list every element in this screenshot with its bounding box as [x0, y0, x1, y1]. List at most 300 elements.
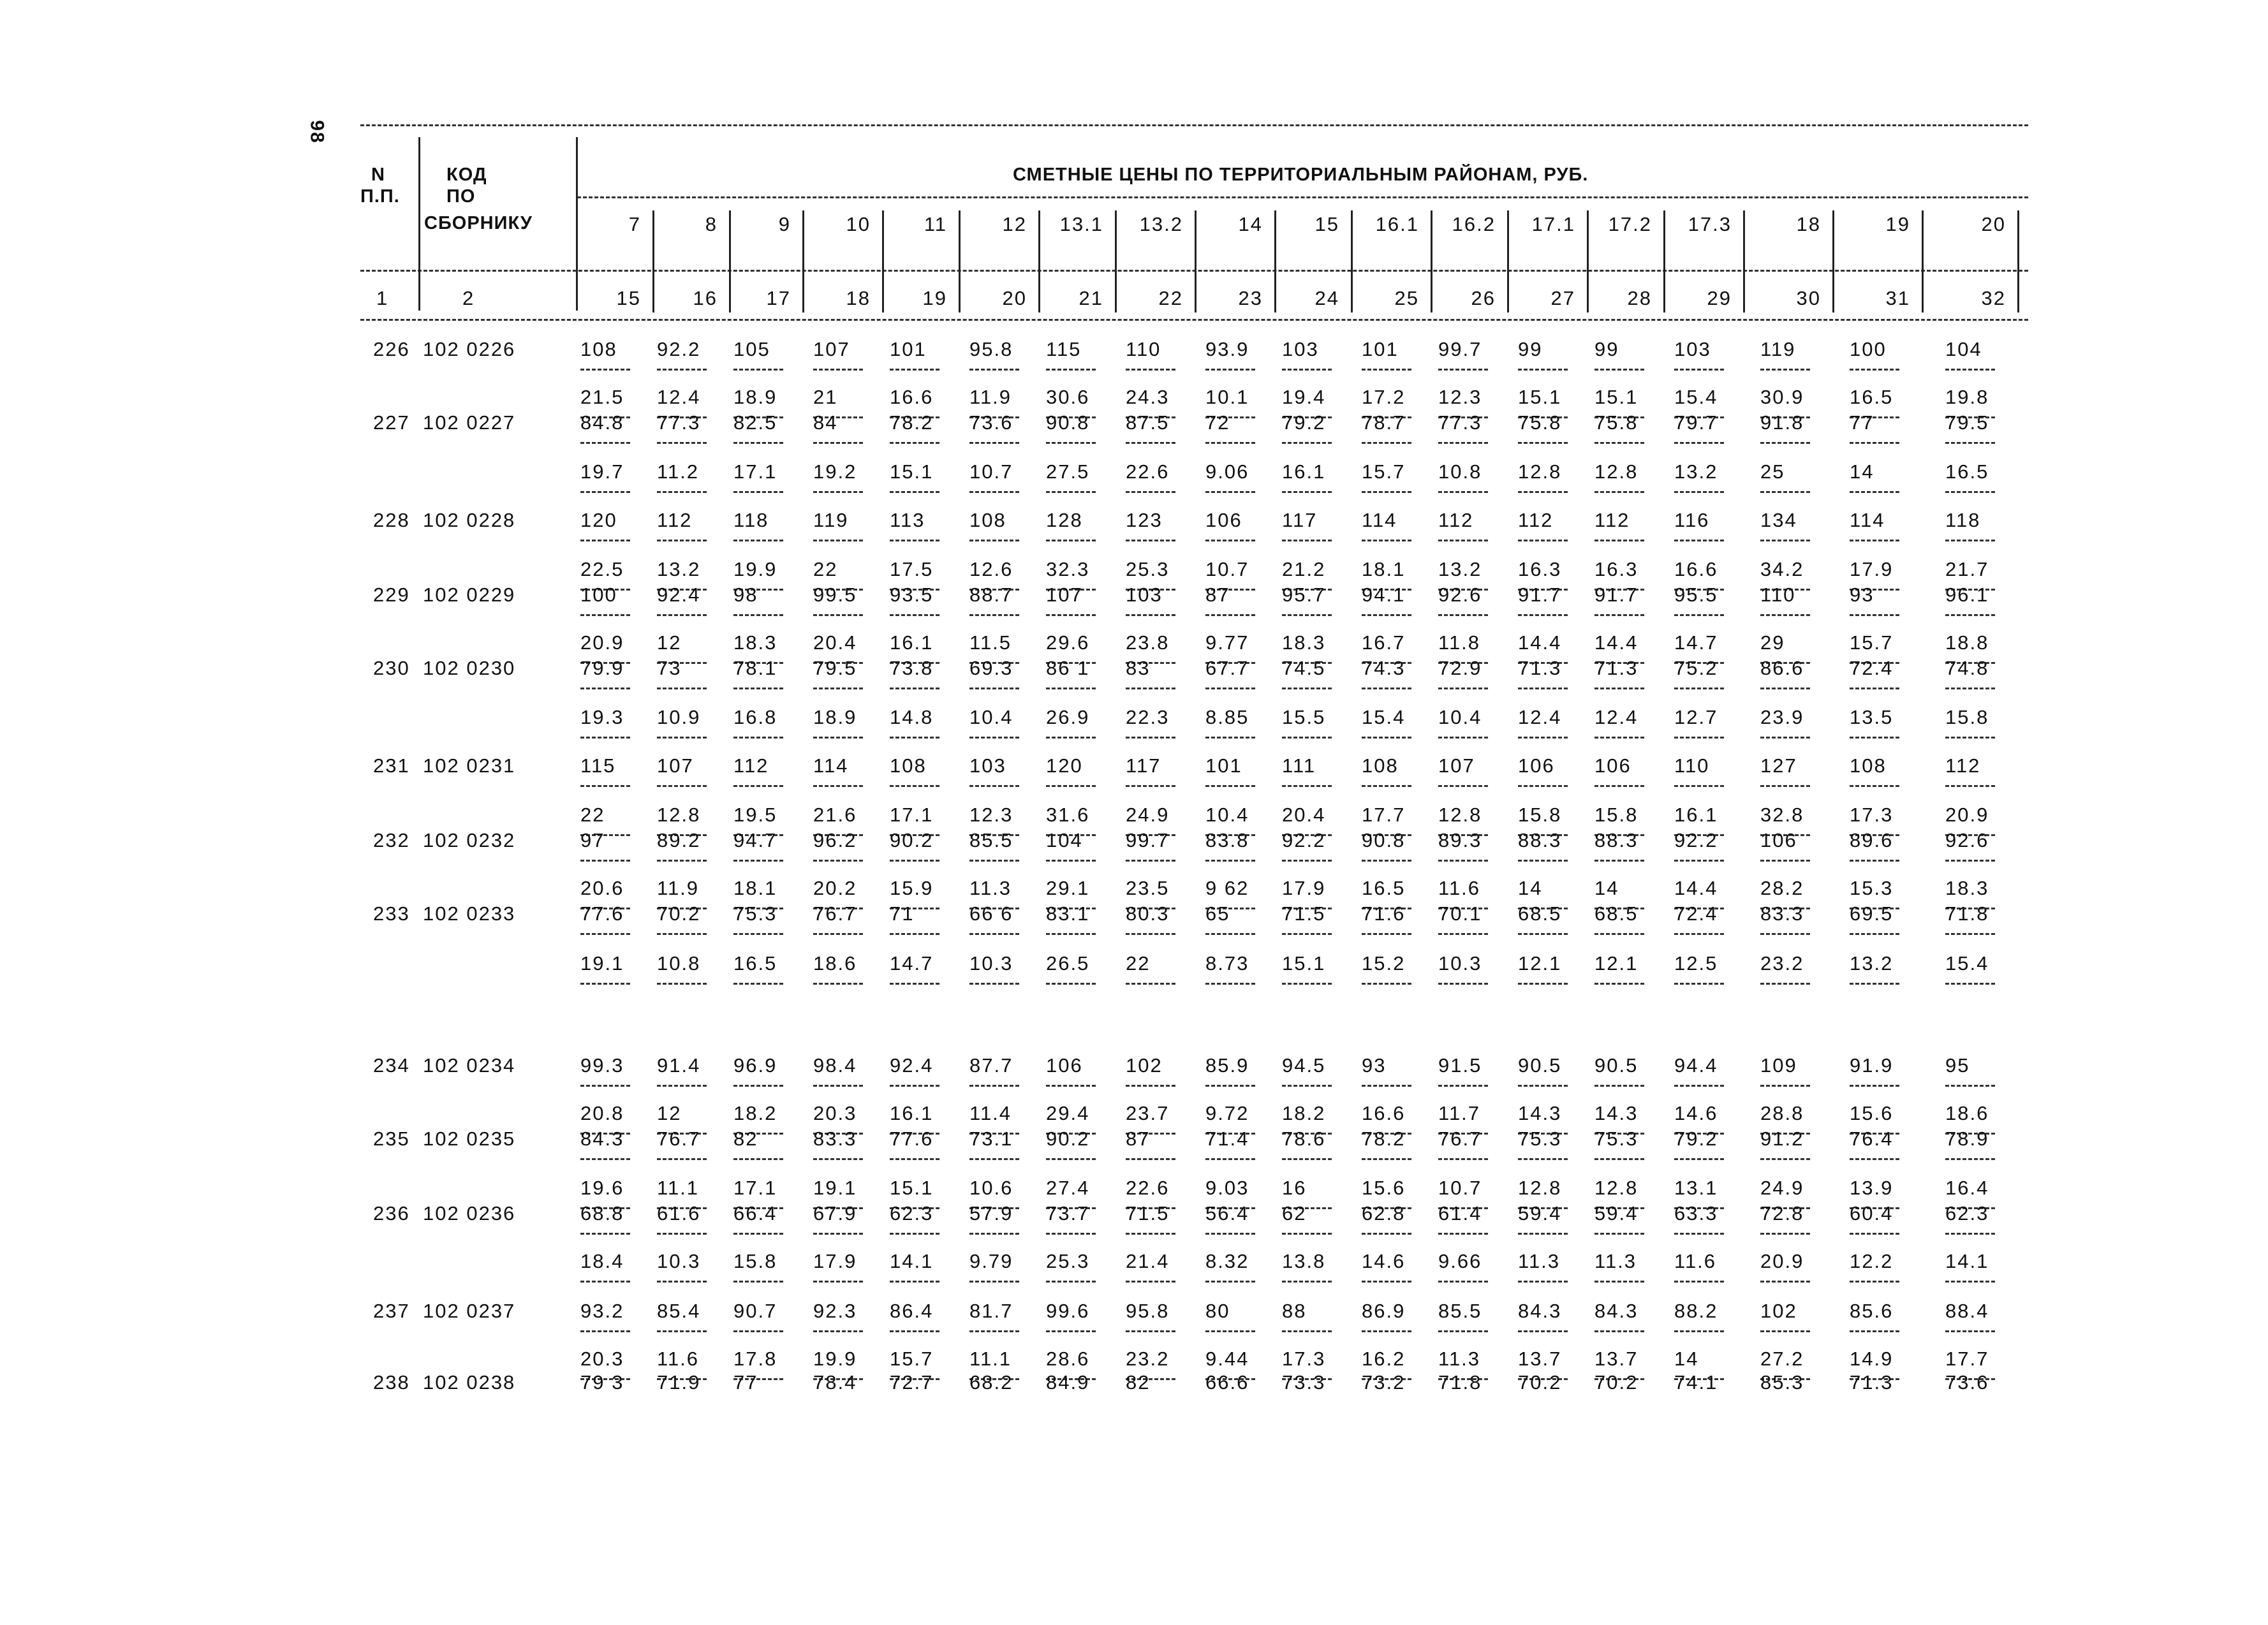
price-cell: 18.1: [733, 877, 777, 899]
fraction-bar: [969, 491, 1019, 493]
header-bottom-rule: [360, 319, 2028, 321]
fraction-bar: [1518, 540, 1568, 541]
fraction-bar: [1760, 688, 1810, 689]
price-cell: 85.9: [1205, 1054, 1249, 1077]
fraction-bar: [1362, 491, 1411, 493]
header-code-1: КОД: [446, 165, 487, 185]
header-code-2: ПО: [446, 186, 476, 207]
row-code: 102 0234: [423, 1054, 516, 1077]
fraction-bar: [1945, 737, 1995, 739]
price-cell: 79.5: [1945, 411, 1989, 434]
price-cell: 30.6: [1046, 386, 1090, 408]
region-header-cell: 12: [1002, 213, 1027, 235]
fraction-bar: [657, 688, 707, 689]
fraction-bar: [1945, 1281, 1995, 1283]
price-cell: 23.7: [1126, 1102, 1170, 1124]
index-cell: 25: [1394, 287, 1419, 309]
price-cell: 9.79: [969, 1250, 1013, 1272]
fraction-bar: [890, 1085, 939, 1087]
price-cell: 104: [1046, 829, 1083, 851]
fraction-bar: [733, 1158, 783, 1160]
price-cell: 12.3: [1438, 386, 1482, 408]
fraction-bar: [733, 442, 783, 444]
price-cell: 21.2: [1282, 558, 1326, 580]
price-cell: 70.1: [1438, 902, 1482, 925]
row-code: 102 0229: [423, 584, 516, 606]
price-cell: 71.4: [1205, 1128, 1249, 1150]
header-code-3: СБОРНИКУ: [424, 213, 533, 233]
region-header-cell: 14: [1238, 213, 1263, 235]
price-cell: 76.4: [1850, 1128, 1894, 1150]
fraction-bar: [1282, 785, 1332, 787]
price-cell: 12.4: [1518, 706, 1562, 728]
row-np: 235: [373, 1128, 410, 1150]
fraction-bar: [1362, 785, 1411, 787]
price-cell: 89.2: [657, 829, 701, 851]
row-code: 102 0232: [423, 829, 516, 851]
price-cell: 93.2: [580, 1300, 624, 1322]
price-cell: 16: [1282, 1177, 1307, 1199]
fraction-bar: [969, 369, 1019, 371]
price-cell: 11.3: [1594, 1250, 1637, 1272]
price-cell: 16.5: [1945, 460, 1989, 483]
price-cell: 11.3: [1518, 1250, 1561, 1272]
price-cell: 21: [813, 386, 838, 408]
fraction-bar: [1205, 933, 1255, 935]
price-cell: 99.7: [1126, 829, 1170, 851]
fraction-bar: [1438, 983, 1488, 985]
fraction-bar: [1438, 933, 1488, 935]
price-cell: 68.5: [1518, 902, 1562, 925]
price-cell: 21.5: [580, 386, 624, 408]
fraction-bar: [580, 688, 630, 689]
price-cell: 16.6: [890, 386, 934, 408]
fraction-bar: [1126, 1233, 1175, 1235]
price-cell: 65: [1205, 902, 1230, 925]
price-cell: 76.7: [813, 902, 857, 925]
fraction-bar: [1674, 1158, 1724, 1160]
price-cell: 108: [969, 509, 1006, 531]
price-cell: 71.5: [1126, 1202, 1170, 1224]
price-cell: 10.7: [1438, 1177, 1482, 1199]
price-cell: 127: [1760, 754, 1797, 777]
fraction-bar: [580, 1085, 630, 1087]
price-cell: 116: [1674, 509, 1710, 531]
price-cell: 22: [580, 804, 605, 826]
price-cell: 90.5: [1594, 1054, 1638, 1077]
price-cell: 20.3: [813, 1102, 857, 1124]
fraction-bar: [1760, 933, 1810, 935]
fraction-bar: [1518, 688, 1568, 689]
fraction-bar: [1126, 1281, 1175, 1283]
fraction-bar: [1362, 1158, 1411, 1160]
row-code: 102 0227: [423, 411, 516, 434]
fraction-bar: [969, 983, 1019, 985]
price-cell: 68.8: [580, 1202, 624, 1224]
price-cell: 99.7: [1438, 338, 1482, 360]
price-cell: 113: [890, 509, 925, 531]
fraction-bar: [657, 785, 707, 787]
index-col-1: 1: [376, 287, 389, 309]
price-cell: 92.6: [1945, 829, 1989, 851]
price-cell: 9.06: [1205, 460, 1249, 483]
region-separator: [1743, 210, 1745, 312]
price-cell: 19.4: [1282, 386, 1326, 408]
region-header-cell: 9: [778, 213, 791, 235]
price-cell: 83.3: [813, 1128, 857, 1150]
fraction-bar: [1674, 983, 1724, 985]
fraction-bar: [1674, 1281, 1724, 1283]
price-cell: 74.5: [1282, 657, 1326, 679]
price-cell: 18.9: [813, 706, 857, 728]
fraction-bar: [1438, 369, 1488, 371]
fraction-bar: [890, 737, 939, 739]
fraction-bar: [1945, 442, 1995, 444]
fraction-bar: [657, 1233, 707, 1235]
fraction-bar: [1282, 540, 1332, 541]
price-cell: 13.8: [1282, 1250, 1326, 1272]
price-cell: 91.9: [1850, 1054, 1894, 1077]
price-cell: 88.4: [1945, 1300, 1989, 1322]
price-cell: 106: [1760, 829, 1797, 851]
price-cell: 62.3: [1945, 1202, 1989, 1224]
region-header-cell: 16.1: [1375, 213, 1419, 235]
fraction-bar: [1760, 860, 1810, 862]
index-cell: 31: [1885, 287, 1910, 309]
price-cell: 8.85: [1205, 706, 1249, 728]
fraction-bar: [1760, 983, 1810, 985]
price-cell: 14.9: [1850, 1348, 1894, 1370]
fraction-bar: [1594, 1158, 1644, 1160]
index-cell: 23: [1238, 287, 1263, 309]
fraction-bar: [1046, 614, 1096, 616]
index-cell: 29: [1707, 287, 1732, 309]
fraction-bar: [813, 1085, 863, 1087]
fraction-bar: [1126, 540, 1175, 541]
fraction-bar: [1362, 369, 1411, 371]
fraction-bar: [1518, 369, 1568, 371]
fraction-bar: [1438, 1233, 1488, 1235]
fraction-bar: [1945, 860, 1995, 862]
price-cell: 14.7: [890, 952, 934, 974]
fraction-bar: [580, 540, 630, 541]
header-mid-rule: [577, 196, 2028, 198]
price-cell: 78.1: [733, 657, 777, 679]
price-cell: 20.4: [813, 631, 857, 654]
fraction-bar: [1362, 983, 1411, 985]
fraction-bar: [1518, 785, 1568, 787]
fraction-bar: [1205, 785, 1255, 787]
price-cell: 88.3: [1594, 829, 1638, 851]
fraction-bar: [1362, 737, 1411, 739]
fraction-bar: [1850, 369, 1899, 371]
fraction-bar: [1282, 1233, 1332, 1235]
price-cell: 11.6: [1674, 1250, 1717, 1272]
price-cell: 107: [813, 338, 850, 360]
region-header-cell: 13.1: [1059, 213, 1103, 235]
price-cell: 118: [733, 509, 769, 531]
fraction-bar: [1594, 785, 1644, 787]
price-cell: 90.2: [1046, 1128, 1090, 1150]
fraction-bar: [733, 491, 783, 493]
index-cell: 21: [1079, 287, 1103, 309]
fraction-bar: [1282, 933, 1332, 935]
price-cell: 56.4: [1205, 1202, 1249, 1224]
fraction-bar: [1046, 860, 1096, 862]
price-cell: 75.3: [1594, 1128, 1638, 1150]
price-cell: 103: [1674, 338, 1711, 360]
fraction-bar: [1126, 737, 1175, 739]
price-cell: 23.2: [1126, 1348, 1170, 1370]
price-cell: 11.1: [969, 1348, 1012, 1370]
price-cell: 81.7: [969, 1300, 1013, 1322]
fraction-bar: [580, 1330, 630, 1332]
fraction-bar: [1594, 860, 1644, 862]
region-separator: [1922, 210, 1924, 312]
price-cell: 22: [1126, 952, 1151, 974]
fraction-bar: [1438, 1330, 1488, 1332]
fraction-bar: [1518, 1085, 1568, 1087]
price-cell: 112: [1594, 509, 1630, 531]
fraction-bar: [657, 1330, 707, 1332]
price-cell: 83.1: [1046, 902, 1090, 925]
price-cell: 84: [813, 411, 838, 434]
fraction-bar: [1205, 369, 1255, 371]
price-cell: 14.1: [890, 1250, 934, 1272]
fraction-bar: [890, 442, 939, 444]
price-cell: 9.03: [1205, 1177, 1249, 1199]
fraction-bar: [1282, 1158, 1332, 1160]
fraction-bar: [1205, 860, 1255, 862]
fraction-bar: [1945, 1330, 1995, 1332]
price-cell: 115: [1046, 338, 1082, 360]
price-cell: 74.1: [1674, 1371, 1718, 1393]
price-cell: 12.1: [1594, 952, 1638, 974]
price-cell: 14.6: [1362, 1250, 1406, 1272]
price-cell: 19.9: [733, 558, 777, 580]
region-separator: [1115, 210, 1117, 312]
price-cell: 22.6: [1126, 1177, 1170, 1199]
price-cell: 117: [1126, 754, 1161, 777]
fraction-bar: [1760, 1085, 1810, 1087]
price-cell: 15.1: [890, 460, 934, 483]
price-cell: 91.2: [1760, 1128, 1804, 1150]
region-header-cell: 18: [1796, 213, 1821, 235]
fraction-bar: [1594, 491, 1644, 493]
fraction-bar: [1850, 1330, 1899, 1332]
price-cell: 73.6: [969, 411, 1013, 434]
price-cell: 15.1: [1518, 386, 1562, 408]
fraction-bar: [1850, 540, 1899, 541]
price-cell: 72.7: [890, 1371, 934, 1393]
fraction-bar: [813, 983, 863, 985]
price-cell: 10.4: [1205, 804, 1249, 826]
price-cell: 16.1: [890, 1102, 934, 1124]
index-cell: 30: [1796, 287, 1821, 309]
fraction-bar: [1205, 614, 1255, 616]
price-cell: 71.9: [657, 1371, 701, 1393]
fraction-bar: [1126, 491, 1175, 493]
price-cell: 100: [1850, 338, 1887, 360]
price-cell: 22.5: [580, 558, 624, 580]
price-cell: 71.8: [1438, 1371, 1482, 1393]
fraction-bar: [1282, 1281, 1332, 1283]
price-cell: 73.6: [1945, 1371, 1989, 1393]
price-cell: 90.8: [1046, 411, 1090, 434]
fraction-bar: [1205, 1281, 1255, 1283]
price-cell: 28.2: [1760, 877, 1804, 899]
price-cell: 82: [733, 1128, 758, 1150]
price-cell: 80: [1205, 1300, 1230, 1322]
price-cell: 78.4: [813, 1371, 857, 1393]
fraction-bar: [733, 785, 783, 787]
fraction-bar: [1674, 614, 1724, 616]
price-cell: 14.3: [1518, 1102, 1562, 1124]
price-cell: 79.2: [1674, 1128, 1718, 1150]
fraction-bar: [580, 614, 630, 616]
fraction-bar: [1674, 737, 1724, 739]
price-cell: 17.2: [1362, 386, 1406, 408]
price-cell: 71.3: [1850, 1371, 1894, 1393]
fraction-bar: [1205, 442, 1255, 444]
index-cell: 15: [616, 287, 641, 309]
price-cell: 71.5: [1282, 902, 1326, 925]
fraction-bar: [1850, 860, 1899, 862]
price-cell: 17.3: [1282, 1348, 1326, 1370]
price-cell: 71.6: [1362, 902, 1406, 925]
fraction-bar: [1205, 1085, 1255, 1087]
fraction-bar: [1945, 540, 1995, 541]
row-np: 234: [373, 1054, 410, 1077]
price-cell: 17.1: [733, 1177, 777, 1199]
region-separator: [2017, 210, 2019, 312]
fraction-bar: [580, 1158, 630, 1160]
fraction-bar: [733, 369, 783, 371]
region-header-cell: 7: [628, 213, 641, 235]
price-cell: 16.5: [1850, 386, 1894, 408]
fraction-bar: [657, 491, 707, 493]
price-cell: 92.2: [1674, 829, 1718, 851]
price-cell: 86.4: [890, 1300, 934, 1322]
price-cell: 120: [580, 509, 617, 531]
fraction-bar: [969, 737, 1019, 739]
fraction-bar: [1850, 1158, 1899, 1160]
price-cell: 86 1: [1046, 657, 1090, 679]
price-cell: 112: [1945, 754, 1981, 777]
price-cell: 85.3: [1760, 1371, 1804, 1393]
fraction-bar: [1282, 983, 1332, 985]
price-cell: 15.5: [1282, 706, 1326, 728]
fraction-bar: [1046, 369, 1096, 371]
price-cell: 98.4: [813, 1054, 857, 1077]
fraction-bar: [1850, 688, 1899, 689]
price-cell: 85.5: [969, 829, 1013, 851]
fraction-bar: [1046, 785, 1096, 787]
fraction-bar: [890, 1158, 939, 1160]
fraction-bar: [1046, 1233, 1096, 1235]
price-cell: 13.2: [1674, 460, 1718, 483]
price-cell: 10.7: [1205, 558, 1249, 580]
price-cell: 67.9: [813, 1202, 857, 1224]
header-sep-np: [418, 137, 420, 311]
price-cell: 119: [813, 509, 849, 531]
fraction-bar: [1594, 688, 1644, 689]
fraction-bar: [1945, 614, 1995, 616]
fraction-bar: [1205, 1233, 1255, 1235]
price-cell: 103: [1282, 338, 1319, 360]
price-cell: 15.4: [1362, 706, 1406, 728]
price-cell: 71.3: [1594, 657, 1638, 679]
price-cell: 72.8: [1760, 1202, 1804, 1224]
price-cell: 11.8: [1438, 631, 1481, 654]
price-cell: 75.3: [733, 902, 777, 925]
price-cell: 94.7: [733, 829, 777, 851]
price-cell: 94.4: [1674, 1054, 1718, 1077]
price-cell: 14.3: [1594, 1102, 1638, 1124]
price-cell: 12.8: [1594, 1177, 1638, 1199]
fraction-bar: [1518, 737, 1568, 739]
price-cell: 10.6: [969, 1177, 1013, 1199]
index-cell: 28: [1627, 287, 1652, 309]
price-cell: 115: [580, 754, 616, 777]
price-cell: 91.4: [657, 1054, 701, 1077]
price-cell: 11.4: [969, 1102, 1012, 1124]
fraction-bar: [1046, 1281, 1096, 1283]
price-cell: 69.5: [1850, 902, 1894, 925]
price-cell: 12.8: [1438, 804, 1482, 826]
region-header-cell: 15: [1314, 213, 1339, 235]
price-cell: 93: [1362, 1054, 1387, 1077]
fraction-bar: [1674, 785, 1724, 787]
price-cell: 15.7: [1850, 631, 1894, 654]
fraction-bar: [1945, 785, 1995, 787]
price-cell: 8.32: [1205, 1250, 1249, 1272]
price-cell: 29: [1760, 631, 1785, 654]
fraction-bar: [1282, 860, 1332, 862]
row-np: 227: [373, 411, 410, 434]
fraction-bar: [1850, 1085, 1899, 1087]
price-cell: 10.4: [1438, 706, 1482, 728]
price-cell: 18.9: [733, 386, 777, 408]
price-cell: 12.6: [969, 558, 1013, 580]
fraction-bar: [1850, 442, 1899, 444]
price-cell: 84.9: [1046, 1371, 1090, 1393]
price-cell: 123: [1126, 509, 1163, 531]
region-header-cell: 10: [846, 213, 871, 235]
price-cell: 101: [1205, 754, 1242, 777]
fraction-bar: [1594, 369, 1644, 371]
fraction-bar: [1205, 1158, 1255, 1160]
fraction-bar: [1362, 933, 1411, 935]
index-cell: 18: [846, 287, 871, 309]
price-cell: 16.5: [1362, 877, 1406, 899]
price-cell: 107: [1438, 754, 1475, 777]
price-cell: 69.3: [969, 657, 1013, 679]
price-cell: 114: [813, 754, 849, 777]
price-cell: 29.1: [1046, 877, 1090, 899]
price-cell: 77.3: [657, 411, 701, 434]
fraction-bar: [1362, 860, 1411, 862]
index-cell: 24: [1314, 287, 1339, 309]
row-code: 102 0231: [423, 754, 516, 777]
fraction-bar: [1362, 1330, 1411, 1332]
index-cell: 32: [1981, 287, 2006, 309]
price-cell: 75.3: [1518, 1128, 1562, 1150]
fraction-bar: [969, 688, 1019, 689]
price-cell: 11.9: [969, 386, 1012, 408]
fraction-bar: [1205, 491, 1255, 493]
fraction-bar: [1945, 369, 1995, 371]
